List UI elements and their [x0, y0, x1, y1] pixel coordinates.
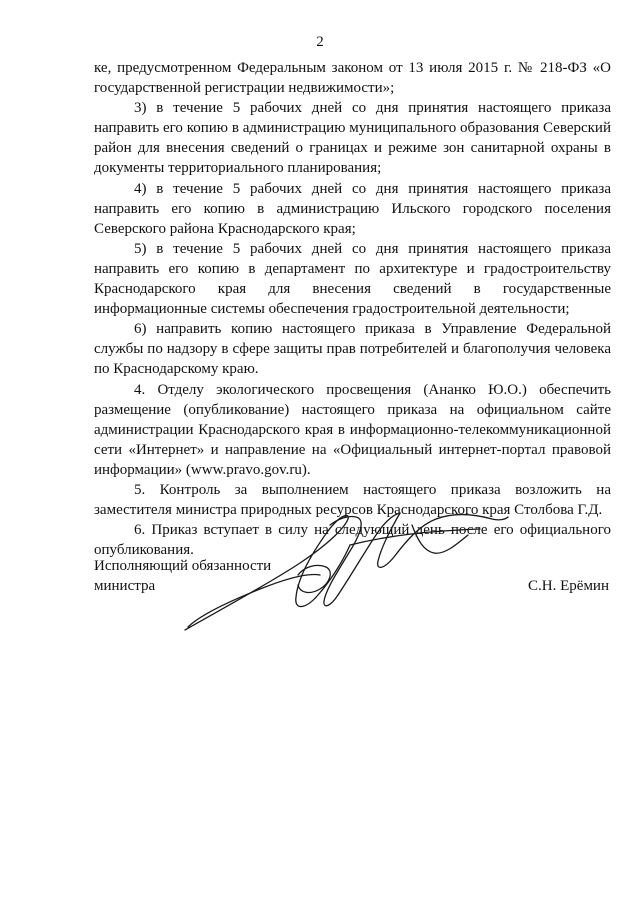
paragraph-clause-5: 5. Контроль за выполнением настоящего приказа возложить на заместителя министра природных ресурсов Краснодарского края Столбова Г.Д. [94, 481, 611, 519]
page-number: 2 [316, 34, 324, 50]
document-body [94, 58, 611, 560]
signer-title-line-1: Исполняющий обязанности [94, 558, 272, 574]
paragraph-item-6: 6) направить копию настоящего приказа в Управление Федеральной службы по надзору в сфере защиты прав потребителей и благополучия человека по Краснодарскому краю. [94, 321, 611, 378]
paragraph-clause-4: 4. Отделу экологического просвещения (Ананко Ю.О.) обеспечить размещение (опубликование) настоящего приказа на официальном сайте администрации Краснодарского края в информационно-телекоммуникационной сети «Интернет» и направление на «Официальный интернет-портал правовой информации» (www.pravo.gov.ru). [94, 381, 611, 478]
signer-title-line-2: министра [94, 578, 156, 594]
signer-name: С.Н. Ерёмин [528, 578, 609, 594]
paragraph-item-3: 3) в течение 5 рабочих дней со дня принятия настоящего приказа направить его копию в администрацию муниципального образования Северский район для внесения сведений о границах и режиме зон санитарной охраны в документы территориального планирования; [94, 100, 611, 177]
paragraph-continuation: ке, предусмотренном Федеральным законом от 13 июля 2015 г. № 218-ФЗ «О государственной регистрации недвижимости»; [94, 60, 611, 97]
paragraph-item-5: 5) в течение 5 рабочих дней со дня принятия настоящего приказа направить его копию в департамент по архитектуре и градостроительству Краснодарского края для внесения сведений в государственные информационные системы обеспечения градостроительной деятельности; [94, 240, 611, 318]
paragraph-item-4: 4) в течение 5 рабочих дней со дня принятия настоящего приказа направить его копию в администрацию Ильского городского поселения Северского района Краснодарского края; [94, 180, 611, 237]
paragraph-clause-6: 6. Приказ вступает в силу на следующий день после его официального опубликования. [94, 522, 611, 559]
handwritten-signature [180, 505, 510, 635]
